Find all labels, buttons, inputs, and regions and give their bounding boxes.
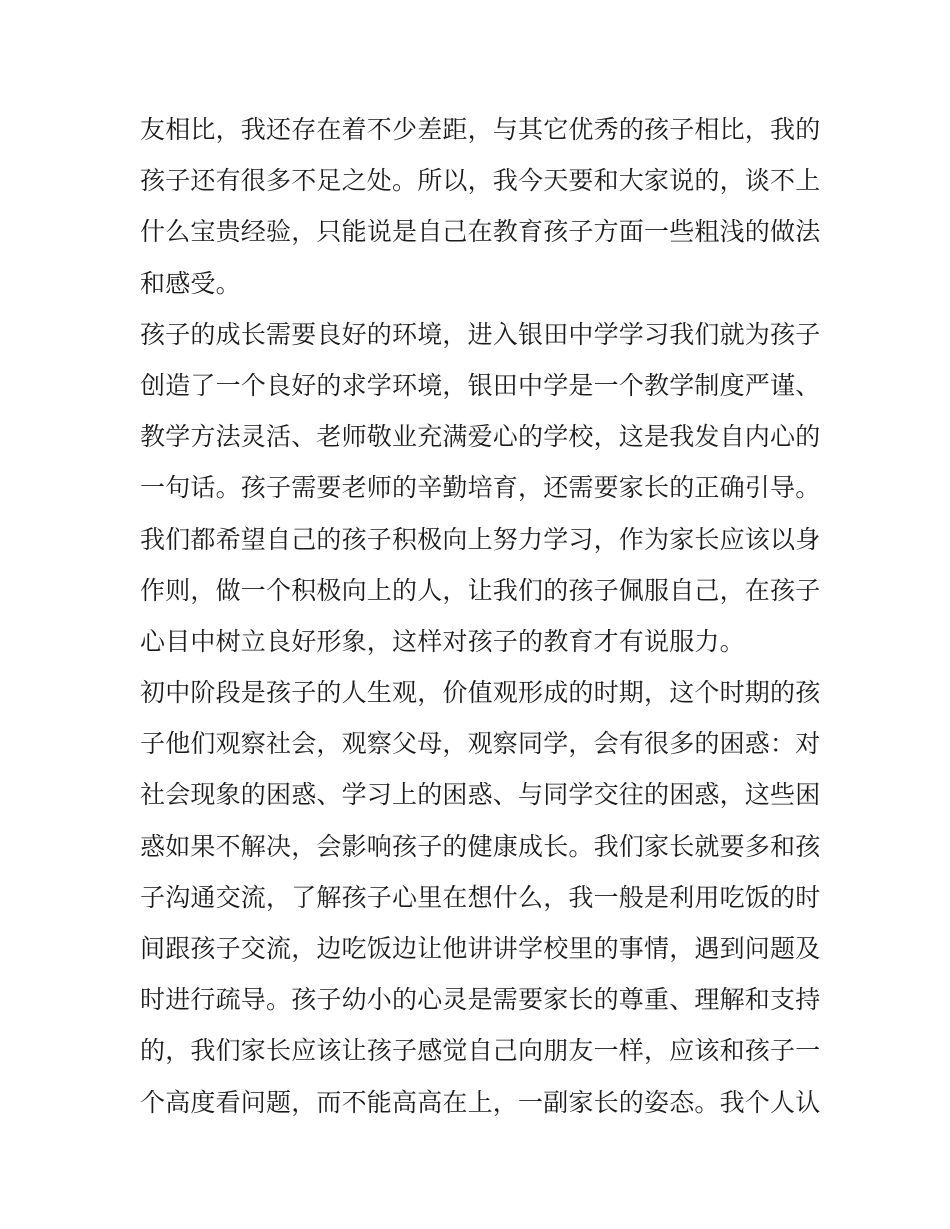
text-line: 一句话。孩子需要老师的辛勤培育，还需要家长的正确引导。 xyxy=(140,473,821,503)
text-line: 孩子还有很多不足之处。所以，我今天要和大家说的，谈不上 xyxy=(140,166,821,196)
text-line: 的，我们家长应该让孩子感觉自己向朋友一样，应该和孩子一 xyxy=(140,1036,821,1066)
text-line: 作则，做一个积极向上的人，让我们的孩子佩服自己，在孩子 xyxy=(140,575,821,605)
text-line: 创造了一个良好的求学环境，银田中学是一个教学制度严谨、 xyxy=(140,370,821,400)
text-line: 时进行疏导。孩子幼小的心灵是需要家长的尊重、理解和支持 xyxy=(140,985,821,1015)
text-line: 子沟通交流，了解孩子心里在想什么，我一般是利用吃饭的时 xyxy=(140,882,821,912)
text-line: 孩子的成长需要良好的环境，进入银田中学学习我们就为孩子 xyxy=(140,319,821,349)
text-line: 惑如果不解决，会影响孩子的健康成长。我们家长就要多和孩 xyxy=(140,831,821,861)
text-line: 什么宝贵经验，只能说是自己在教育孩子方面一些粗浅的做法 xyxy=(140,217,821,247)
text-line: 和感受。 xyxy=(140,268,241,298)
text-line: 心目中树立良好形象，这样对孩子的教育才有说服力。 xyxy=(140,626,745,656)
text-line: 个高度看问题，而不能高高在上，一副家长的姿态。我个人认 xyxy=(140,1087,821,1117)
text-line: 友相比，我还存在着不少差距，与其它优秀的孩子相比，我的 xyxy=(140,115,821,144)
text-line: 我们都希望自己的孩子积极向上努力学习，作为家长应该以身 xyxy=(140,524,821,554)
text-line: 子他们观察社会，观察父母，观察同学，会有很多的困惑：对 xyxy=(140,729,821,759)
text-line: 间跟孩子交流，边吃饭边让他讲讲学校里的事情，遇到问题及 xyxy=(140,934,821,963)
text-line: 初中阶段是孩子的人生观，价值观形成的时期，这个时期的孩 xyxy=(140,678,821,708)
document-body xyxy=(140,104,820,1128)
text-line: 社会现象的困惑、学习上的困惑、与同学交往的困惑，这些困 xyxy=(140,780,821,810)
text-line: 教学方法灵活、老师敬业充满爱心的学校，这是我发自内心的 xyxy=(140,422,821,452)
